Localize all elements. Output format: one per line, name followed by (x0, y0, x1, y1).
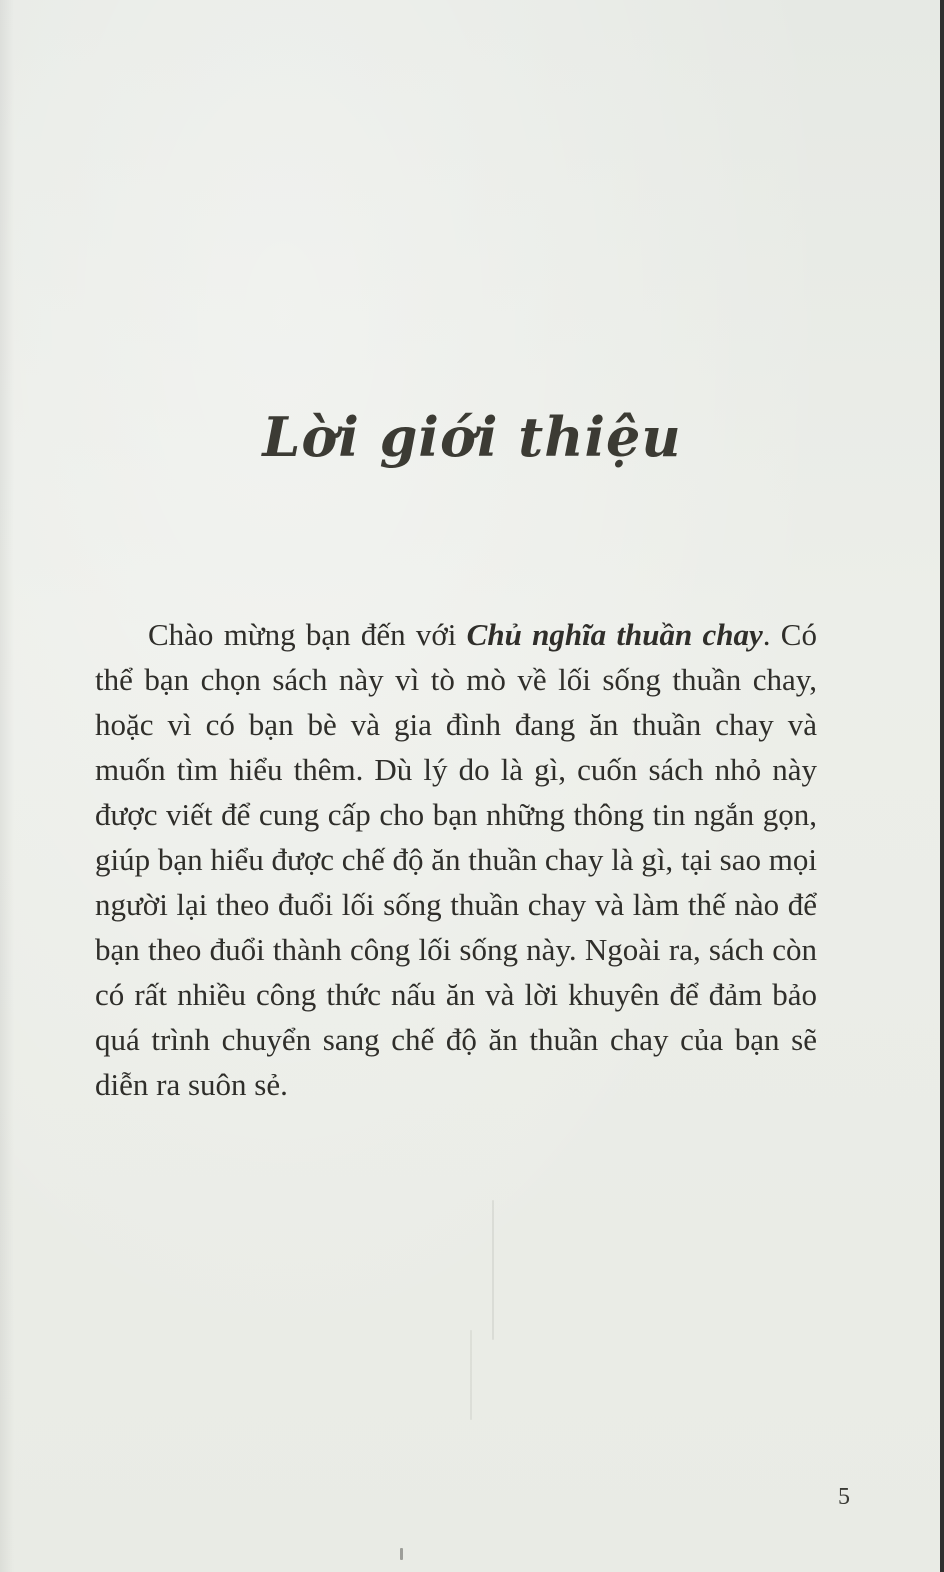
intro-paragraph (95, 612, 817, 1107)
book-title: Chủ nghĩa thuần chay (466, 617, 763, 652)
scan-artifact (492, 1200, 494, 1340)
scan-artifact (470, 1330, 472, 1420)
page-gutter-shadow (0, 0, 14, 1572)
chapter-heading: Lời giới thiệu (262, 405, 682, 469)
page-right-edge (940, 0, 944, 1572)
scan-artifact (400, 1548, 403, 1560)
page-number: 5 (838, 1484, 850, 1510)
paragraph-intro: Chào mừng bạn đến với (148, 617, 467, 652)
paragraph-body: . Có thể bạn chọn sách này vì tò mò về lối sống thuần chay, hoặc vì có bạn bè và gia đình đang ăn thuần chay và muốn tìm hiểu thêm. Dù lý do là gì, cuốn sách nhỏ này được viết để cung cấp cho bạn những thông tin ngắn gọn, giúp bạn hiểu được chế độ ăn thuần chay là gì, tại sao mọi người lại theo đuổi lối sống thuần chay và làm thế nào để bạn theo đuổi thành công lối sống này. Ngoài ra, sách còn có rất nhiều công thức nấu ăn và lời khuyên để đảm bảo quá trình chuyển sang chế độ ăn thuần chay của bạn sẽ diễn ra suôn sẻ. (95, 617, 817, 1102)
